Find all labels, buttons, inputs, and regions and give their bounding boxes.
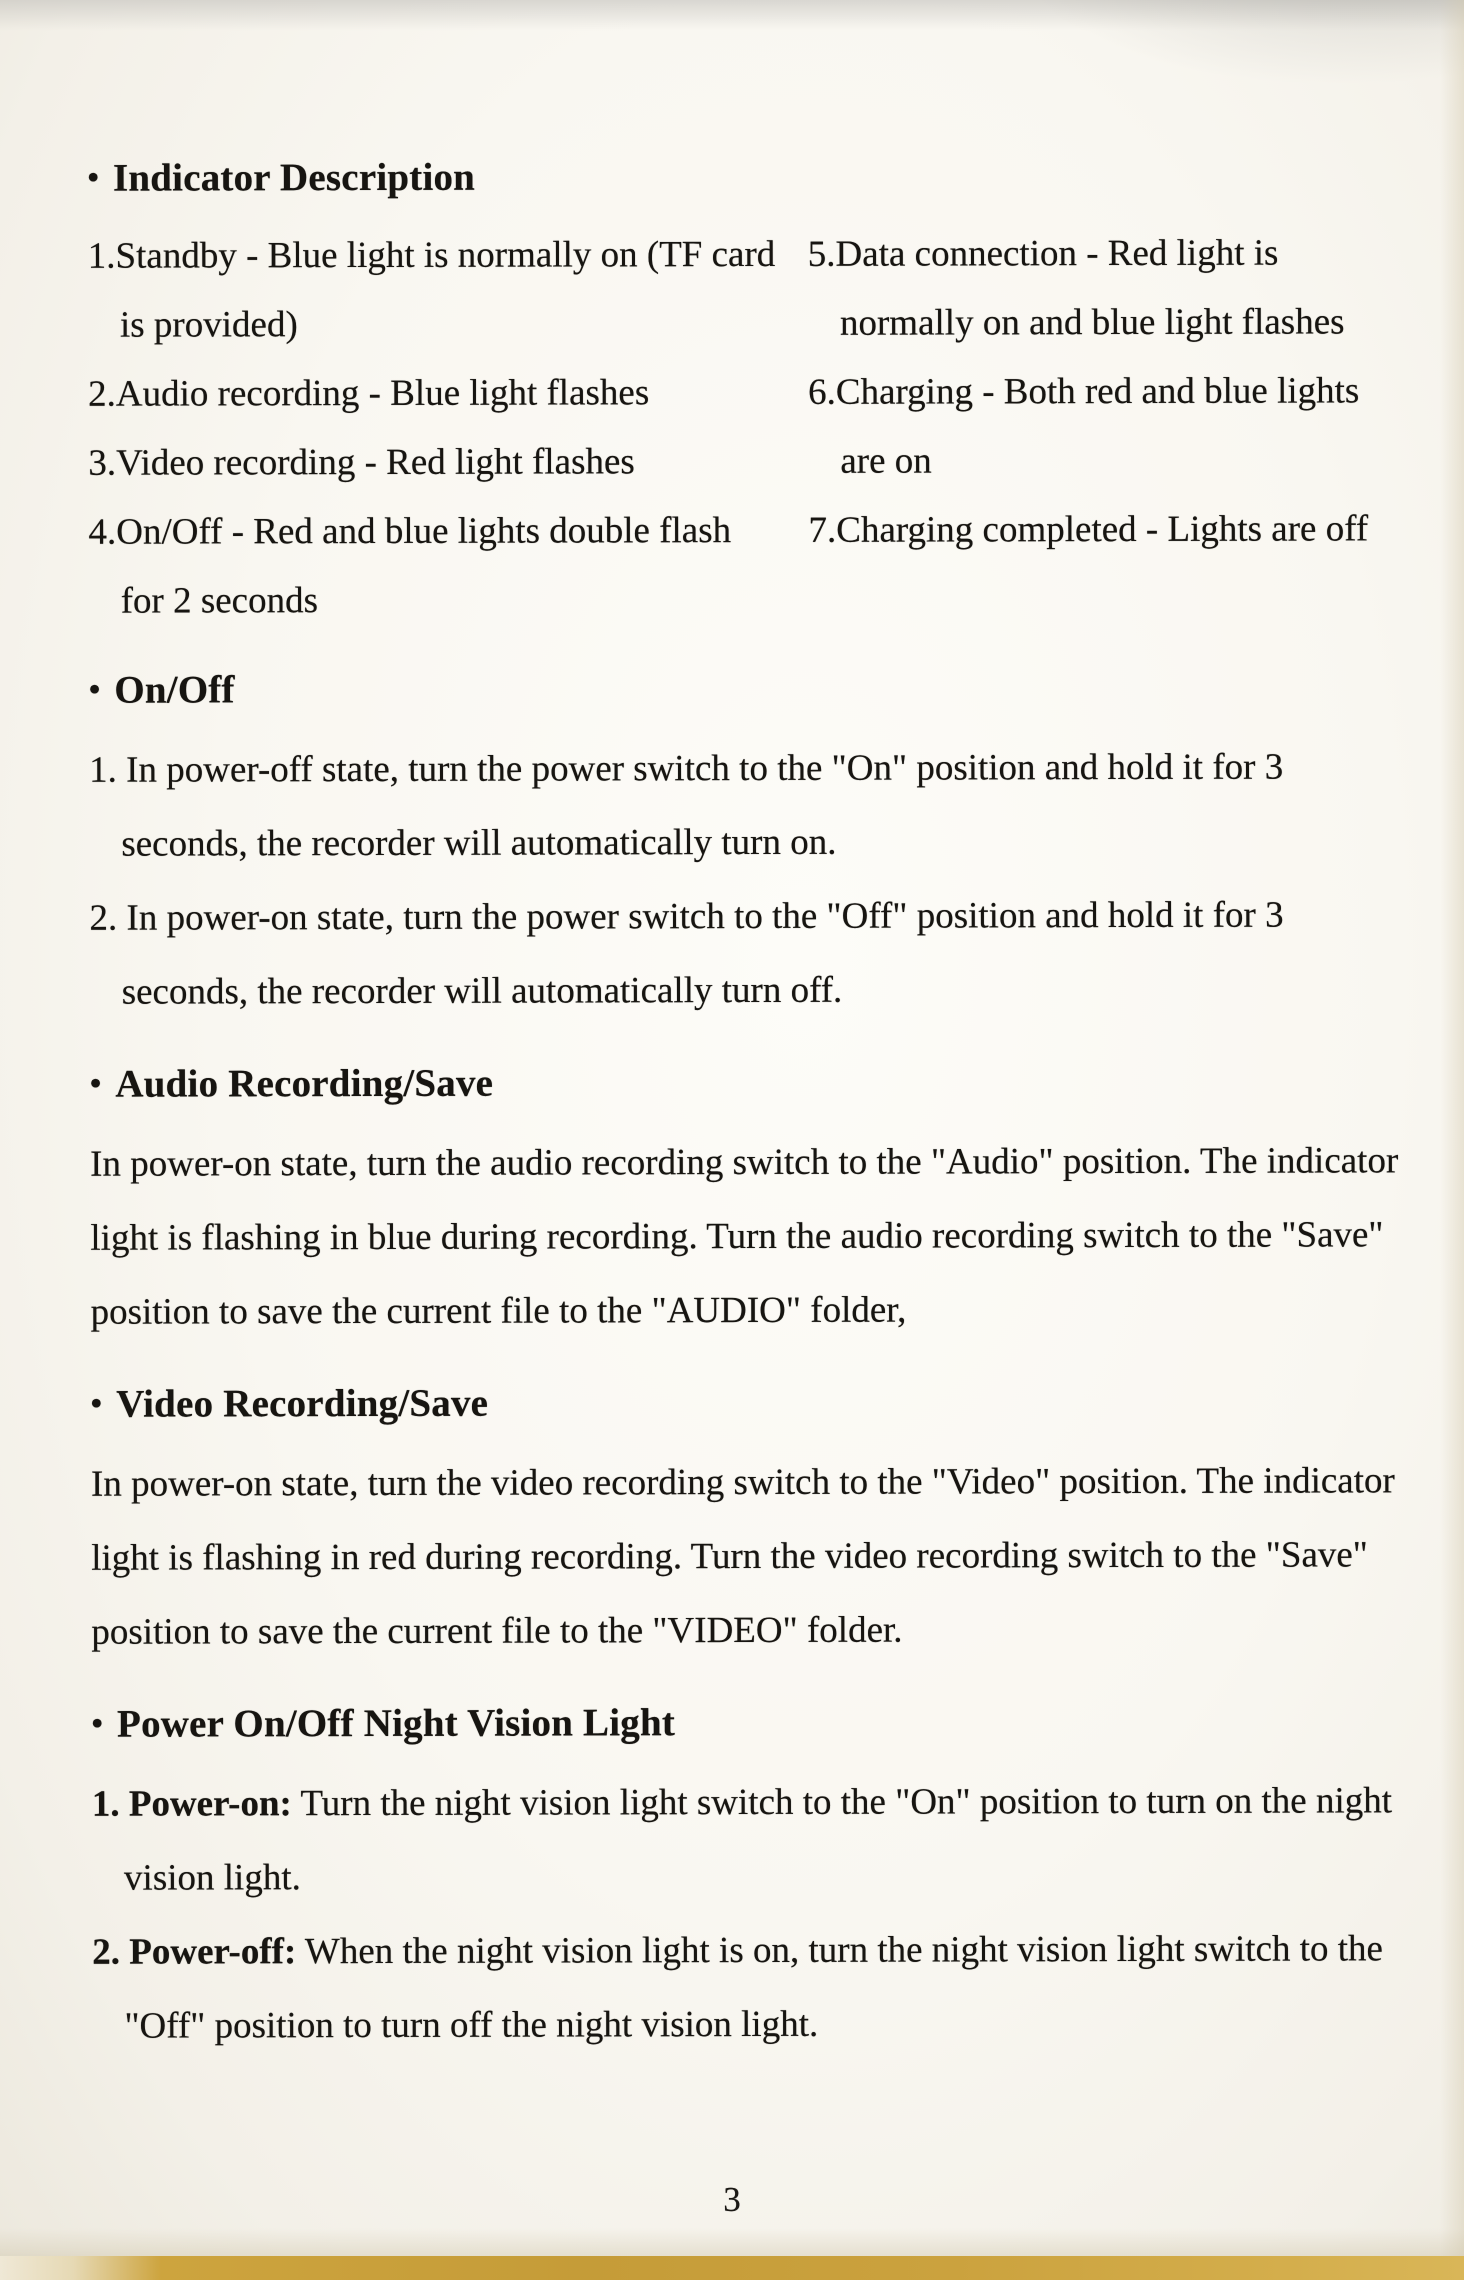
onoff-step-1: 1. In power-off state, turn the power switch to the "On" position and hold it for 3 seconds, the recorder will automatically turn on.	[89, 746, 1284, 865]
section-heading-onoff	[89, 656, 1403, 719]
step-text: Turn the night vision light switch to the "On" position to turn on the night vision light.	[123, 1780, 1393, 1899]
section-heading-night-vision	[92, 1690, 1406, 1753]
audio-body: In power-on state, turn the audio recording switch to the "Audio" position. The indicator light is flashing in blue during recording. Turn the audio recording switch to the "Save" position to save the current file to the "AUDIO" folder,	[90, 1140, 1399, 1333]
video-body: In power-on state, turn the video recording switch to the "Video" position. The indicator light is flashing in red during recording. Turn the video recording switch to the "Save" position to save the current file to the "VIDEO" folder.	[90, 1460, 1395, 1653]
section-title-night-vision: Power On/Off Night Vision Light	[116, 1701, 676, 1746]
scan-next-page-edge	[0, 2256, 1464, 2280]
indicator-columns	[88, 218, 1403, 635]
scan-corner-shadow	[1010, 0, 1464, 103]
step-lead: 1. Power-on:	[91, 1783, 292, 1825]
scan-edge-right	[1440, 0, 1464, 2280]
night-vision-step-2	[92, 1912, 1406, 2063]
indicator-item-1: 1.Standby - Blue light is normally on (TF card is provided)	[87, 233, 776, 346]
bullet-icon: •	[91, 1704, 104, 1741]
indicator-item-5: 5.Data connection - Red light is normally on and blue light flashes	[807, 232, 1345, 344]
bullet-icon: •	[89, 1064, 102, 1101]
section-title-video: Video Recording/Save	[116, 1381, 489, 1426]
section-title-indicator: Indicator Description	[112, 155, 476, 200]
indicator-item-6: 6.Charging - Both red and blue lights are on	[808, 370, 1360, 482]
night-vision-step-1	[92, 1764, 1406, 1915]
page-content	[87, 144, 1406, 2063]
section-heading-audio	[90, 1050, 1404, 1113]
section-title-onoff: On/Off	[114, 668, 235, 712]
indicator-left-column	[88, 220, 783, 636]
step-text: When the night vision light is on, turn the night vision light switch to the "Off" position to turn off the night vision light.	[124, 1928, 1384, 2047]
indicator-item-3: 3.Video recording - Red light flashes	[88, 441, 635, 484]
step-lead: 2. Power-off:	[92, 1931, 297, 1973]
bullet-icon: •	[90, 1384, 103, 1421]
section-title-audio: Audio Recording/Save	[115, 1061, 494, 1106]
scan-bottom-shadow	[0, 2228, 1464, 2258]
indicator-item-2: 2.Audio recording - Blue light flashes	[88, 372, 650, 415]
section-heading-video	[91, 1370, 1405, 1433]
onoff-step-2: 2. In power-on state, turn the power switch to the "Off" position and hold it for 3 seconds, the recorder will automatically turn off.	[89, 894, 1284, 1013]
bullet-icon: •	[87, 158, 100, 195]
indicator-item-7: 7.Charging completed - Lights are off	[808, 508, 1369, 551]
indicator-item-4: 4.On/Off - Red and blue lights double flash for 2 seconds	[88, 510, 732, 622]
indicator-right-column	[808, 218, 1403, 634]
page-number: 3	[723, 2180, 741, 2219]
section-heading-indicator	[87, 144, 1401, 207]
bullet-icon: •	[88, 670, 101, 707]
scan-edge-top	[0, 0, 1464, 36]
